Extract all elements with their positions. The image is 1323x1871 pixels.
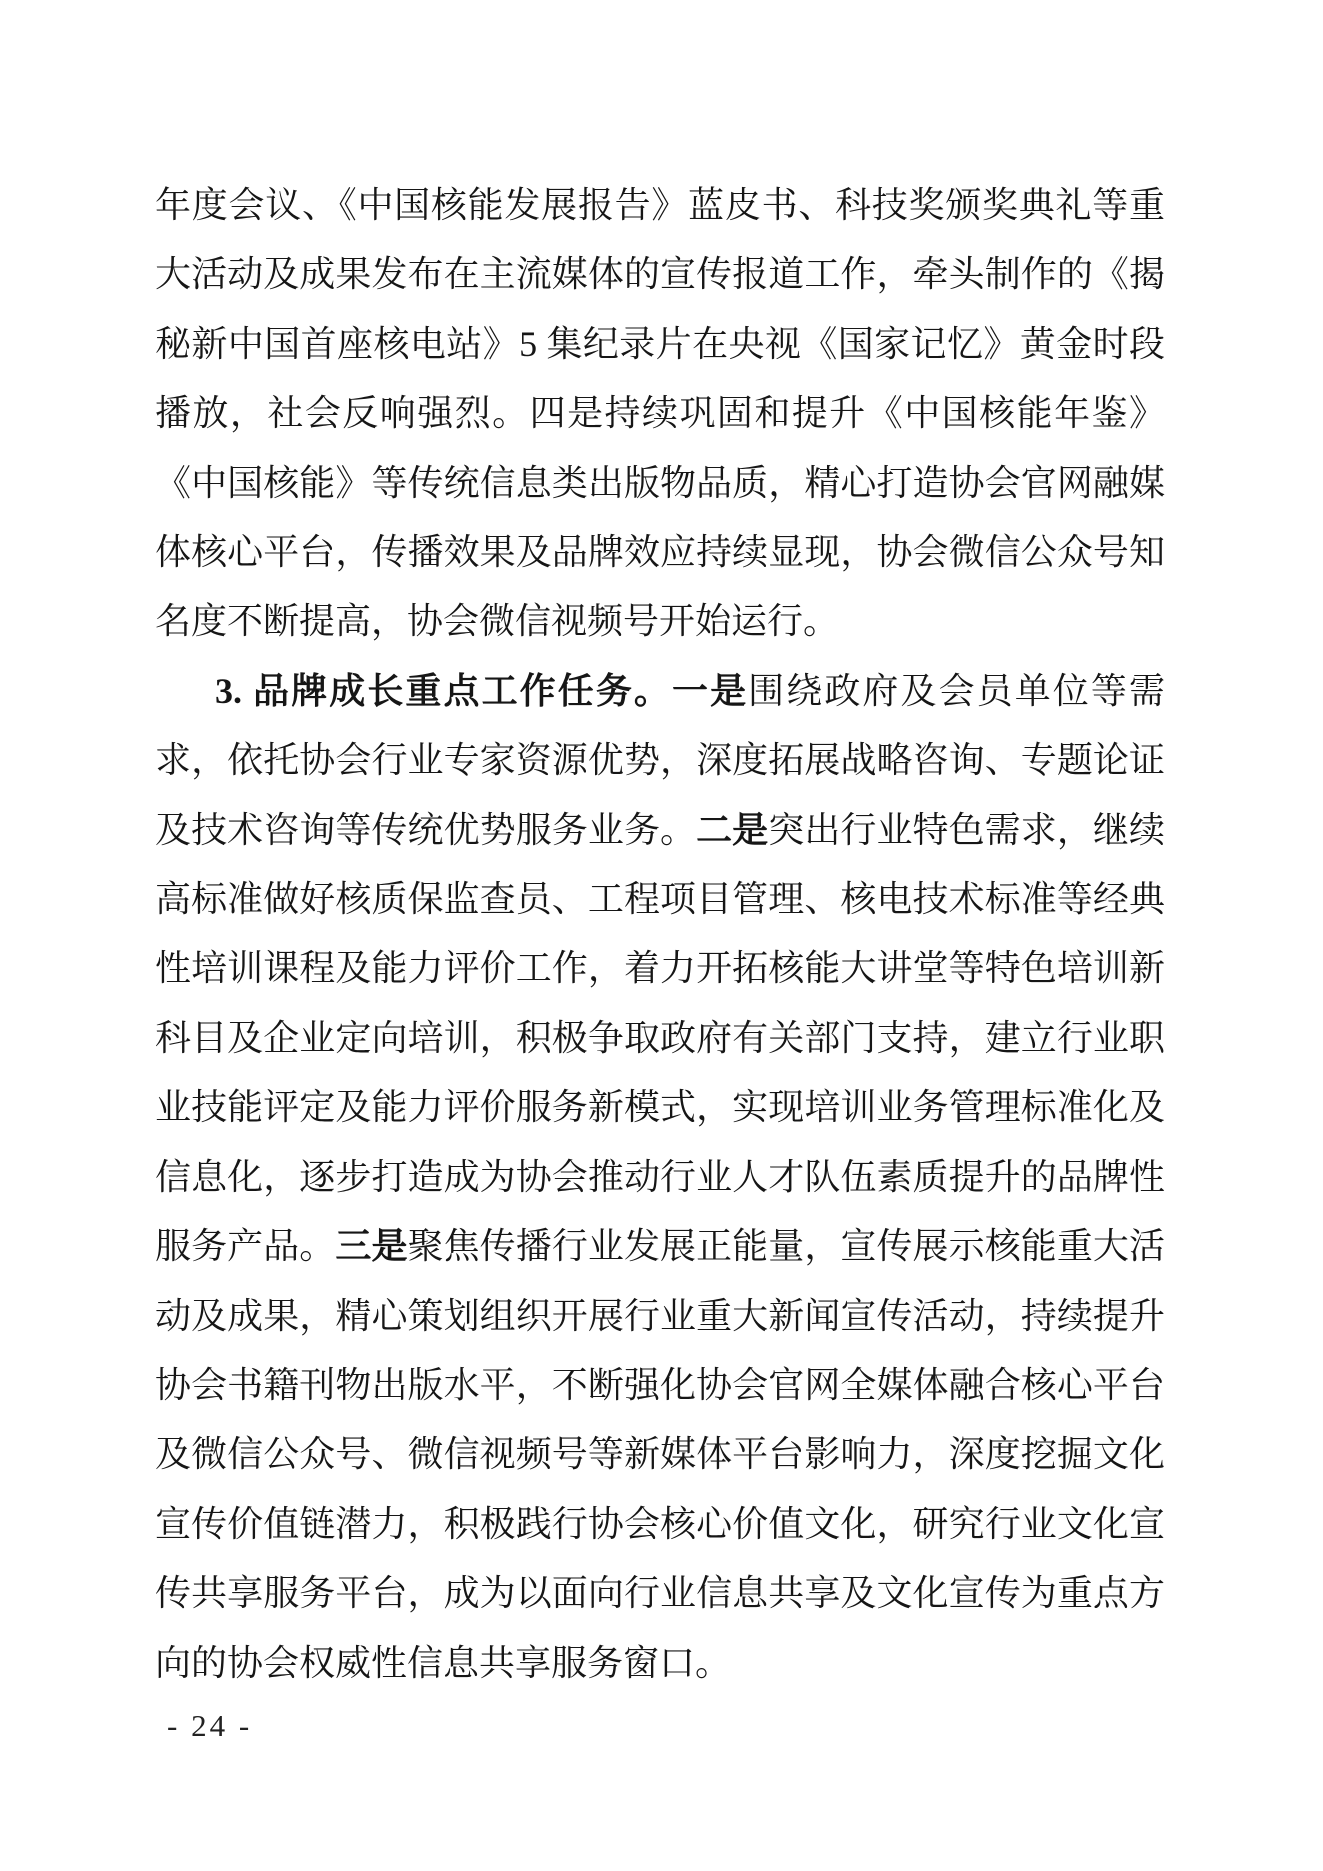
page-body-text (155, 171, 1165, 1698)
paragraph (155, 171, 1165, 657)
text-run: 年度会议、《中国核能发展报告》蓝皮书、科技奖颁奖典礼等重大活动及成果发布在主流媒体的宣传报道工作，牵头制作的《揭秘新中国首座核电站》5 集纪录片在央视《国家记忆》黄金时段播放，社会反响强烈。四是持续巩固和提升《中国核能年鉴》《中国核能》等传统信息类出版物品质，精心打造协会官网融媒体核心平台，传播效果及品牌效应持续显现，协会微信公众号知名度不断提高，协会微信视频号开始运行。 (155, 185, 1165, 642)
text-run-emphasis: 三是 (335, 1226, 408, 1267)
text-run-heading: 3. 品牌成长重点工作任务。 (215, 670, 672, 711)
text-run: 围绕政府及会员单位等需求，依托协会行业专家资源优势，深度拓展战略咨询、专题论证及技术咨询等传统优势服务业务。 (155, 670, 1165, 850)
text-run-emphasis: 一是 (671, 670, 749, 711)
text-run: 聚焦传播行业发展正能量，宣传展示核能重大活动及成果，精心策划组织开展行业重大新闻宣传活动，持续提升协会书籍刊物出版水平，不断强化协会官网全媒体融合核心平台及微信公众号、微信视频号等新媒体平台影响力，深度挖掘文化宣传价值链潜力，积极践行协会核心价值文化，研究行业文化宣传共享服务平台，成为以面向行业信息共享及文化宣传为重点方向的协会权威性信息共享服务窗口。 (155, 1226, 1165, 1683)
text-run: 突出行业特色需求，继续高标准做好核质保监查员、工程项目管理、核电技术标准等经典性培训课程及能力评价工作，着力开拓核能大讲堂等特色培训新科目及企业定向培训，积极争取政府有关部门支持，建立行业职业技能评定及能力评价服务新模式，实现培训业务管理标准化及信息化，逐步打造成为协会推动行业人才队伍素质提升的品牌性服务产品。 (155, 809, 1165, 1267)
paragraph (155, 657, 1165, 1698)
page-number: - 24 - (167, 1708, 253, 1743)
text-run-emphasis: 二是 (696, 809, 769, 850)
